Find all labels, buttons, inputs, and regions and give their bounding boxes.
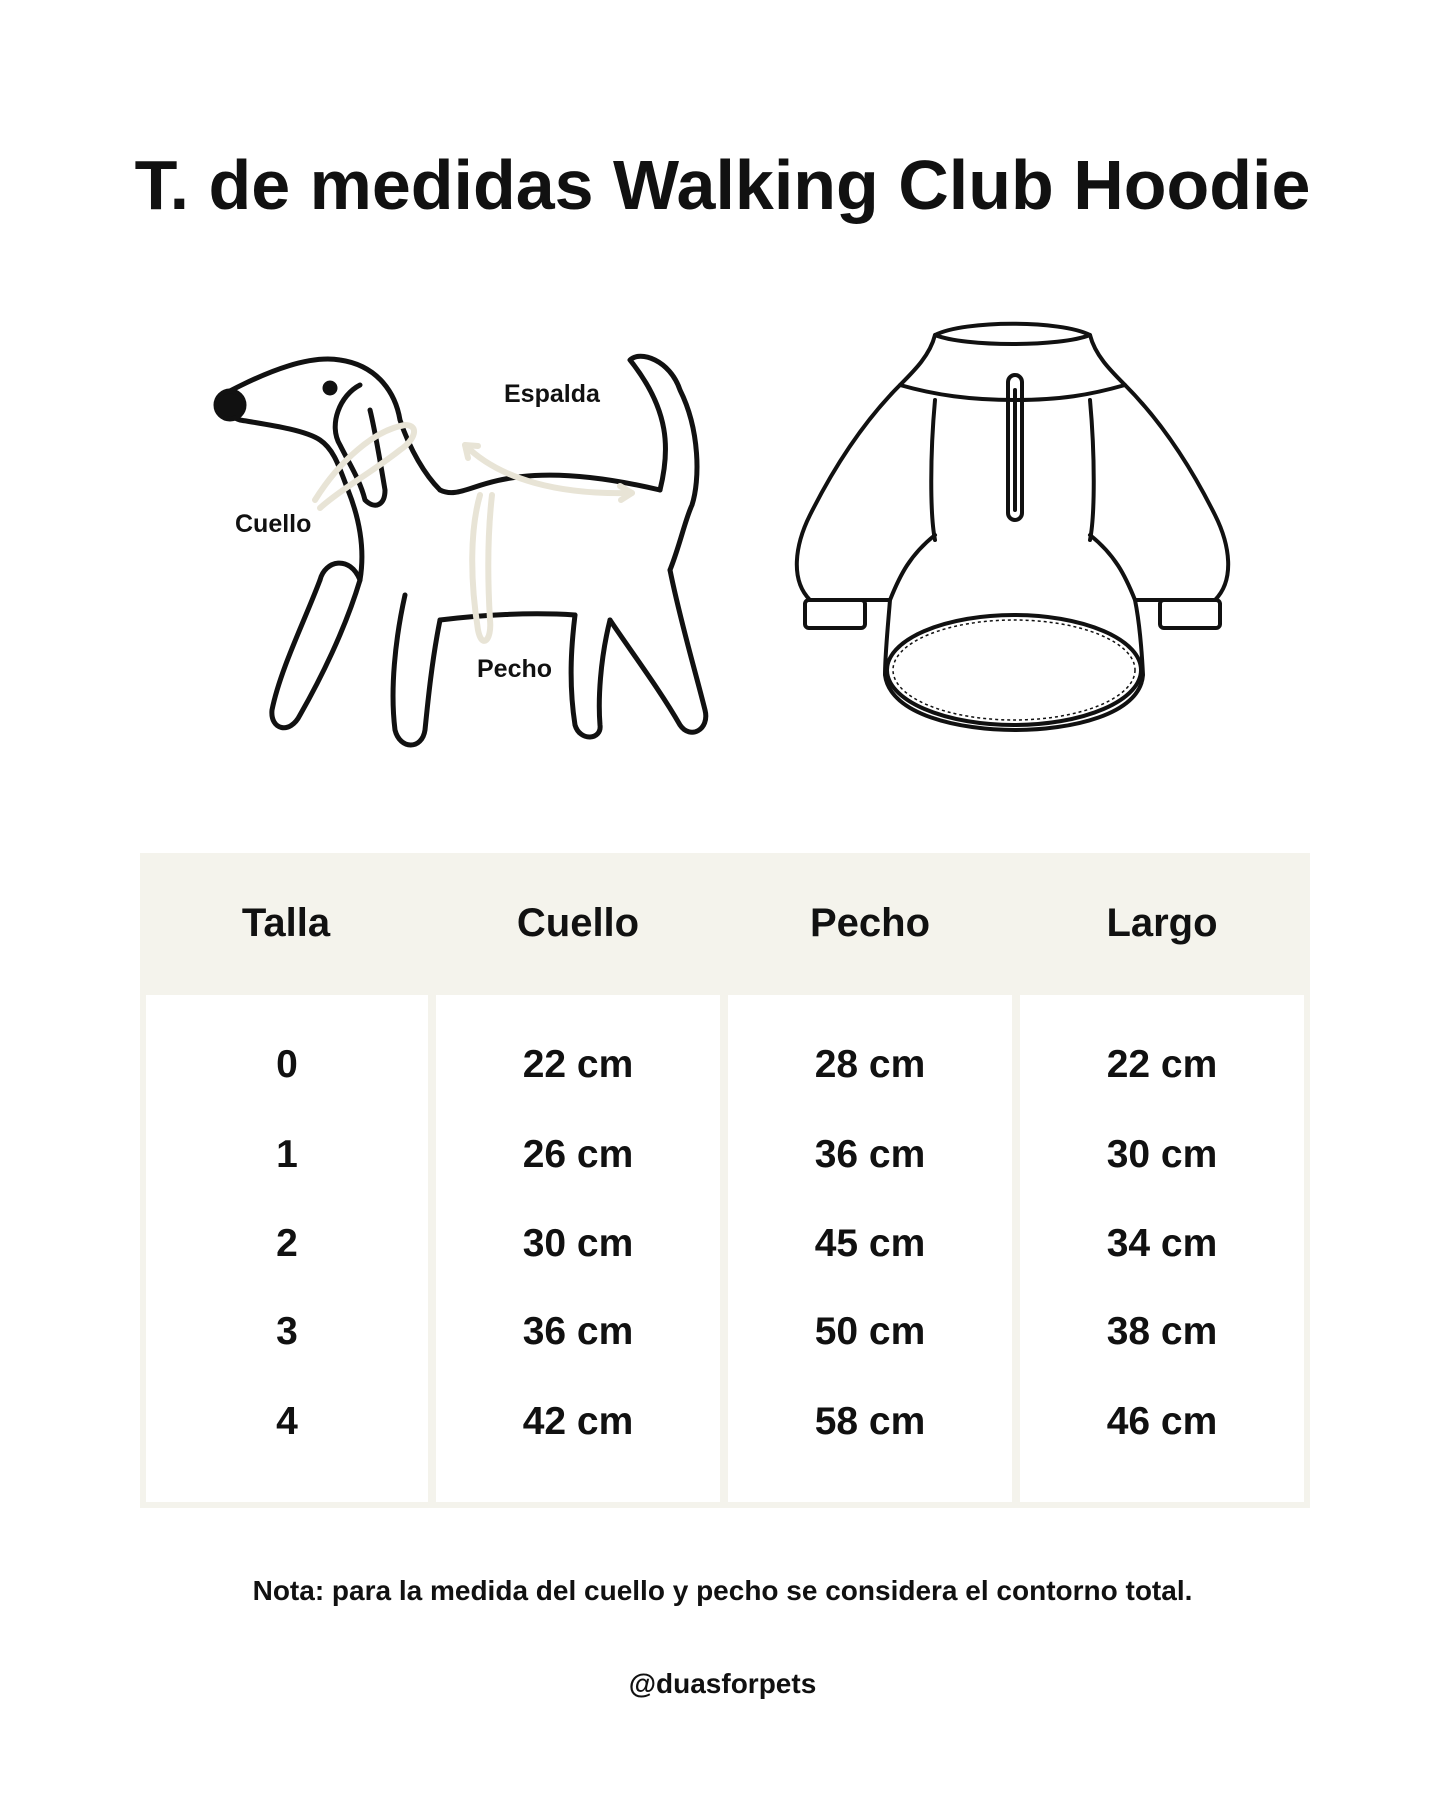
table-cell: 42 cm: [522, 1400, 634, 1443]
hoodie-outline-icon: [790, 315, 1250, 775]
column-pecho: [728, 995, 1012, 1502]
table-cell: 30 cm: [1106, 1133, 1218, 1176]
dog-outline-icon: [200, 330, 740, 790]
column-cuello: [436, 995, 720, 1502]
table-cell: 22 cm: [1106, 1043, 1218, 1086]
measurement-note: Nota: para la medida del cuello y pecho se considera el contorno total.: [252, 1575, 1193, 1606]
table-cell: 0: [276, 1043, 298, 1086]
header-largo: Largo: [1106, 900, 1218, 945]
table-cell: 46 cm: [1106, 1400, 1218, 1443]
table-cell: 50 cm: [814, 1310, 926, 1353]
table-cell: 34 cm: [1106, 1222, 1218, 1265]
table-cell: 58 cm: [814, 1400, 926, 1443]
table-cell: 22 cm: [522, 1043, 634, 1086]
table-cell: 4: [276, 1400, 298, 1443]
header-talla: Talla: [241, 900, 331, 945]
header-pecho: Pecho: [809, 900, 931, 945]
table-cell: 38 cm: [1106, 1310, 1218, 1353]
table-cell: 28 cm: [814, 1043, 926, 1086]
table-cell: 45 cm: [814, 1222, 926, 1265]
cuello-label: Cuello: [235, 510, 312, 538]
table-cell: 1: [276, 1133, 298, 1176]
espalda-label: Espalda: [504, 380, 600, 408]
table-header: [140, 853, 1310, 993]
size-table: [140, 853, 1310, 1508]
page-title: T. de medidas Walking Club Hoodie: [134, 146, 1311, 224]
table-cell: 2: [276, 1222, 298, 1265]
table-cell: 36 cm: [814, 1133, 926, 1176]
column-largo: [1020, 995, 1304, 1502]
social-handle: @duasforpets: [628, 1668, 817, 1699]
table-cell: 36 cm: [522, 1310, 634, 1353]
table-cell: 26 cm: [522, 1133, 634, 1176]
table-cell: 30 cm: [522, 1222, 634, 1265]
column-talla: [146, 995, 428, 1502]
pecho-label: Pecho: [477, 655, 553, 683]
header-cuello: Cuello: [516, 900, 640, 945]
table-cell: 3: [276, 1310, 298, 1353]
